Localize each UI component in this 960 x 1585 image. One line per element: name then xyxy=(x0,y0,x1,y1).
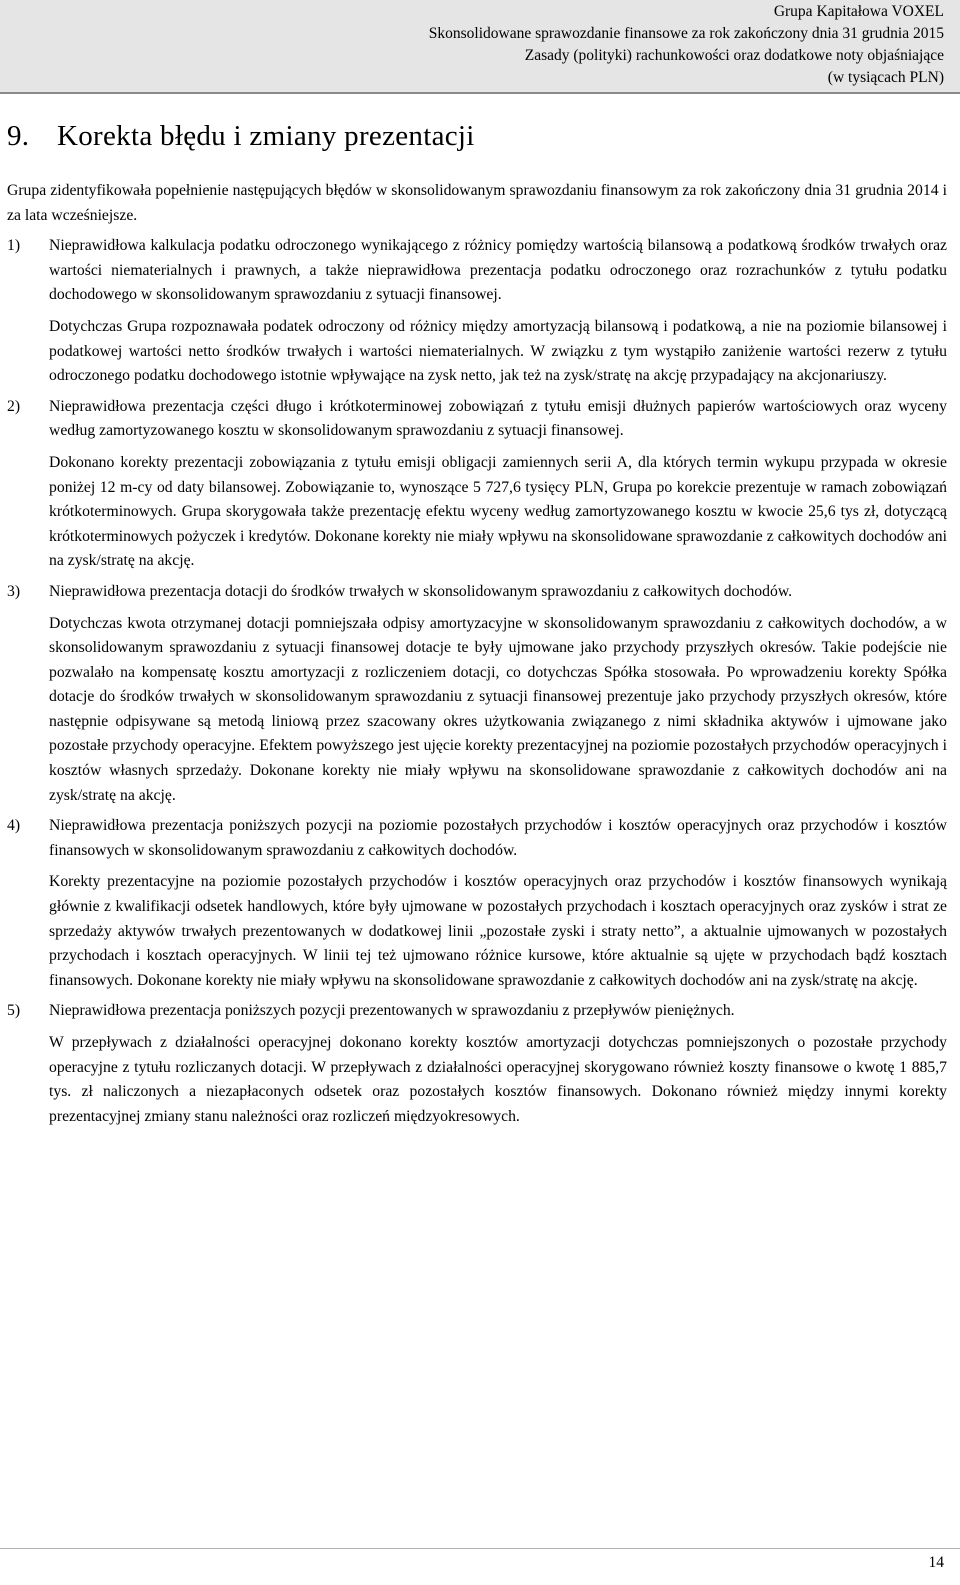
list-item-body xyxy=(49,395,947,574)
list-item-number: 5) xyxy=(7,1002,21,1020)
list-item xyxy=(7,999,947,1129)
list-item-body xyxy=(49,999,947,1129)
page-number: 14 xyxy=(928,1554,944,1571)
document-body xyxy=(7,179,947,1129)
list-item-paragraph: Dotychczas Grupa rozpoznawała podatek odroczony od różnicy między amortyzacją bilansową i podatkową, a nie na poziomie bilansowej i podatkowej wartości netto środków trwałych i wartości niematerialnych. W związku z tym wystąpiło zaniżenie wartości rezerw z tytułu odroczonego podatku dochodowego istotnie wpływające na zysk netto, jak też na zysk/stratę na akcję przypadający na akcjonariuszy. xyxy=(49,317,947,385)
list-item-number: 4) xyxy=(7,817,21,835)
header-currency: (w tysiącach PLN) xyxy=(827,69,944,86)
list-item-paragraph: Korekty prezentacyjne na poziomie pozostałych przychodów i kosztów operacyjnych oraz przychodów i kosztów finansowych wynikają głównie z kwalifikacji odsetek handlowych, które były ujmowane w pozostałych przychodach i kosztach operacyjnych oraz zysków i strat ze sprzedaży aktywów trwałych prezentowanych w dodatkowej linii „pozostałe zyski i straty netto”, a aktualnie ujmowanych w pozostałych przychodach i kosztach operacyjnych. W linii tej też ujmowano różnice kursowe, które aktualnie są ujęte w przychodach bądź kosztach finansowych. Dokonane korekty nie miały wpływu na skonsolidowane sprawozdanie z całkowitych dochodów ani na zysk/stratę na akcję. xyxy=(49,873,947,989)
list-item xyxy=(7,814,947,993)
header-company: Grupa Kapitałowa VOXEL xyxy=(773,3,944,20)
list-item xyxy=(7,234,947,389)
list-item xyxy=(7,580,947,808)
list-item-heading: Nieprawidłowa prezentacja poniższych pozycji prezentowanych w sprawozdaniu z przepływów pieniężnych. xyxy=(49,1002,735,1020)
section-number: 9. xyxy=(7,120,30,152)
footer-divider xyxy=(0,1548,960,1549)
list-item-heading: Nieprawidłowa prezentacja poniższych pozycji na poziomie pozostałych przychodów i kosztów operacyjnych oraz przychodów i kosztów finansowych w skonsolidowanym sprawozdaniu z całkowitych dochodów. xyxy=(49,817,947,859)
list-item-body xyxy=(49,580,947,808)
header-subtitle: Zasady (polityki) rachunkowości oraz dodatkowe noty objaśniające xyxy=(524,47,944,64)
document-header xyxy=(0,0,960,94)
list-item xyxy=(7,395,947,574)
list-item-number: 1) xyxy=(7,237,21,255)
list-item-heading: Nieprawidłowa prezentacja dotacji do środków trwałych w skonsolidowanym sprawozdaniu z całkowitych dochodów. xyxy=(49,582,793,600)
list-item-heading: Nieprawidłowa prezentacja części długo i krótkoterminowej zobowiązań z tytułu emisji dłużnych papierów wartościowych oraz wyceny według zamortyzowanego kosztu w skonsolidowanym sprawozdaniu z sytuacji finansowej. xyxy=(49,397,947,440)
list-item-paragraph: Dotychczas kwota otrzymanej dotacji pomniejszała odpisy amortyzacyjne w skonsolidowanym sprawozdaniu z całkowitych dochodów, a w skonsolidowanym sprawozdaniu z sytuacji finansowej dotacje te były ujmowane jako przychody przyszłych okresów. Takie podejście nie pozwalało na kompensatę kosztu amortyzacji z rozliczeniem dotacji, co dotychczas Spółka stosowała. Po wprowadzeniu korekty Spółka dotacje do środków trwałych w skonsolidowanym sprawozdaniu z sytuacji finansowej prezentuje jako przychody przyszłych okresów, które następnie odpisywane są metodą liniową przez szacowany okres użytkowania związanego z nimi składnika aktywów i ujmowane jako pozostałe przychody operacyjne. Efektem powyższego jest ujęcie korekty prezentacyjnej na poziomie pozostałych przychodów operacyjnych i kosztów własnych sprzedaży. Dokonane korekty nie miały wpływu na skonsolidowane sprawozdanie z całkowitych dochodów ani na zysk/stratę na akcję. xyxy=(49,614,947,804)
list-item-number: 3) xyxy=(7,582,21,600)
list-item-body xyxy=(49,234,947,389)
section-title-text: Korekta błędu i zmiany prezentacji xyxy=(57,120,475,152)
list-item-number: 2) xyxy=(7,397,21,415)
list-item-heading: Nieprawidłowa kalkulacja podatku odroczonego wynikającego z różnicy pomiędzy wartością bilansową a podatkową środków trwałych oraz wartości niematerialnych i prawnych, a także nieprawidłowa prezentacja podatku odroczonego oraz rozrachunków z tytułu podatku dochodowego w skonsolidowanym sprawozdaniu z sytuacji finansowej. xyxy=(49,237,947,304)
list-item-paragraph: W przepływach z działalności operacyjnej dokonano korekty kosztów amortyzacji dotychczas pomniejszonych o pozostałe przychody operacyjne z tytułu rozliczanych dotacji. W przepływach z działalności operacyjnej skorygowano również koszty finansowe o kwotę 1 885,7 tys. zł naliczonych a niezapłaconych odsetek oraz pozostałych kosztów finansowych. Dokonano również między innymi korekty prezentacyjnej zmiany stanu należności oraz rozliczeń międzyokresowych. xyxy=(49,1034,947,1125)
header-report-title: Skonsolidowane sprawozdanie finansowe za rok zakończony dnia 31 grudnia 2015 xyxy=(428,25,944,42)
section-title xyxy=(7,120,475,153)
list-item-body xyxy=(49,814,947,993)
intro-paragraph: Grupa zidentyfikowała popełnienie następujących błędów w skonsolidowanym sprawozdaniu finansowym za rok zakończony dnia 31 grudnia 2014 i za lata wcześniejsze. xyxy=(7,182,947,224)
list-item-paragraph: Dokonano korekty prezentacji zobowiązania z tytułu emisji obligacji zamiennych serii A, dla których termin wykupu przypada w okresie poniżej 12 m-cy od daty bilansowej. Zobowiązanie to, wynoszące 5 727,6 tysięcy PLN, Grupa po korekcie prezentuje w ramach zobowiązań krótkoterminowych. Grupa skorygowała także prezentację efektu wyceny według zamortyzowanego kosztu w kwocie 25,6 tys zł, dotyczącą krótkoterminowych pożyczek i kredytów. Dokonane korekty nie miały wpływu na skonsolidowane sprawozdanie z całkowitych dochodów ani na zysk/stratę na akcję. xyxy=(49,453,947,570)
